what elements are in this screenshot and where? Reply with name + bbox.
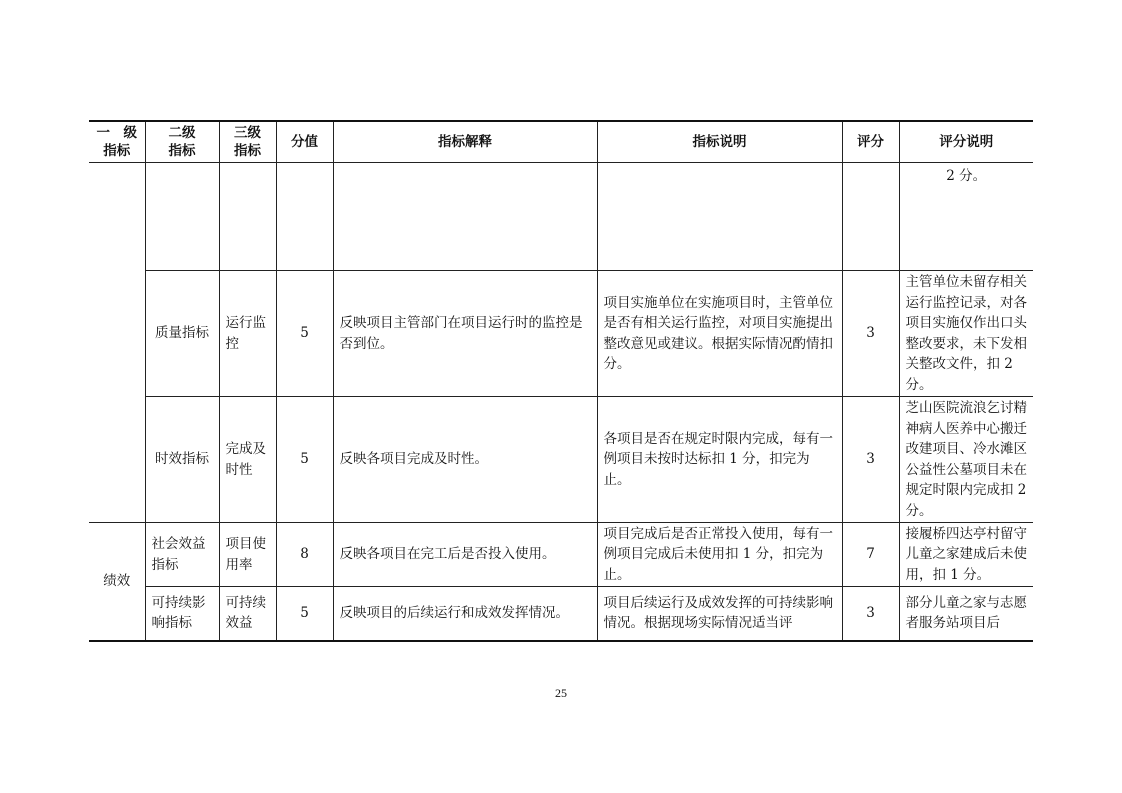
rating-note-cell: 芝山医院流浪乞讨精神病人医养中心搬迁改建项目、冷水滩区公益性公墓项目未在规定时限内完成扣 2 分。 — [899, 397, 1033, 523]
level2-cell: 可持续影响指标 — [145, 587, 219, 641]
score-cell: 5 — [276, 587, 333, 641]
header-rating: 评分 — [842, 121, 899, 163]
description-cell: 各项目是否在规定时限内完成，每有一例项目未按时达标扣 1 分，扣完为止。 — [597, 397, 842, 523]
score-cell — [276, 163, 333, 271]
level1-cell-empty — [89, 163, 145, 523]
rating-note-cell: 接履桥四达亭村留守儿童之家建成后未使用，扣 1 分。 — [899, 523, 1033, 587]
level2-cell: 质量指标 — [145, 271, 219, 397]
score-cell: 5 — [276, 271, 333, 397]
page-number: 25 — [555, 686, 567, 700]
rating-cell: 7 — [842, 523, 899, 587]
level2-cell: 时效指标 — [145, 397, 219, 523]
level3-cell: 完成及时性 — [219, 397, 276, 523]
description-cell: 项目完成后是否正常投入使用，每有一例项目完成后未使用扣 1 分，扣完为止。 — [597, 523, 842, 587]
table-row — [89, 397, 1033, 523]
rating-note-cell: 2 分。 — [899, 163, 1033, 271]
level2-cell: 社会效益指标 — [145, 523, 219, 587]
header-rating-note: 评分说明 — [899, 121, 1033, 163]
table-row — [89, 523, 1033, 587]
description-cell: 项目后续运行及成效发挥的可持续影响情况。根据现场实际情况适当评 — [597, 587, 842, 641]
description-cell — [597, 163, 842, 271]
explanation-cell — [333, 163, 597, 271]
description-cell: 项目实施单位在实施项目时，主管单位是否有相关运行监控，对项目实施提出整改意见或建议。根据实际情况酌情扣分。 — [597, 271, 842, 397]
rating-cell — [842, 163, 899, 271]
level1-cell: 绩效 — [89, 523, 145, 641]
header-description: 指标说明 — [597, 121, 842, 163]
table-row — [89, 587, 1033, 641]
explanation-cell: 反映项目的后续运行和成效发挥情况。 — [333, 587, 597, 641]
rating-cell: 3 — [842, 587, 899, 641]
rating-cell: 3 — [842, 397, 899, 523]
header-score: 分值 — [276, 121, 333, 163]
rating-note-cell: 部分儿童之家与志愿者服务站项目后 — [899, 587, 1033, 641]
rating-note-cell: 主管单位未留存相关运行监控记录，对各项目实施仅作出口头整改要求，未下发相关整改文件，扣 2 分。 — [899, 271, 1033, 397]
explanation-cell: 反映项目主管部门在项目运行时的监控是否到位。 — [333, 271, 597, 397]
evaluation-table — [89, 120, 1033, 642]
header-level3: 三级 指标 — [219, 121, 276, 163]
rating-cell: 3 — [842, 271, 899, 397]
table-row — [89, 163, 1033, 271]
level2-cell — [145, 163, 219, 271]
explanation-cell: 反映各项目在完工后是否投入使用。 — [333, 523, 597, 587]
level3-cell: 可持续效益 — [219, 587, 276, 641]
header-level1: 一 级 指标 — [89, 121, 145, 163]
level3-cell — [219, 163, 276, 271]
header-explanation: 指标解释 — [333, 121, 597, 163]
explanation-cell: 反映各项目完成及时性。 — [333, 397, 597, 523]
table-header-row — [89, 121, 1033, 163]
score-cell: 5 — [276, 397, 333, 523]
level3-cell: 运行监控 — [219, 271, 276, 397]
header-level2: 二级 指标 — [145, 121, 219, 163]
level3-cell: 项目使用率 — [219, 523, 276, 587]
score-cell: 8 — [276, 523, 333, 587]
table-row — [89, 271, 1033, 397]
